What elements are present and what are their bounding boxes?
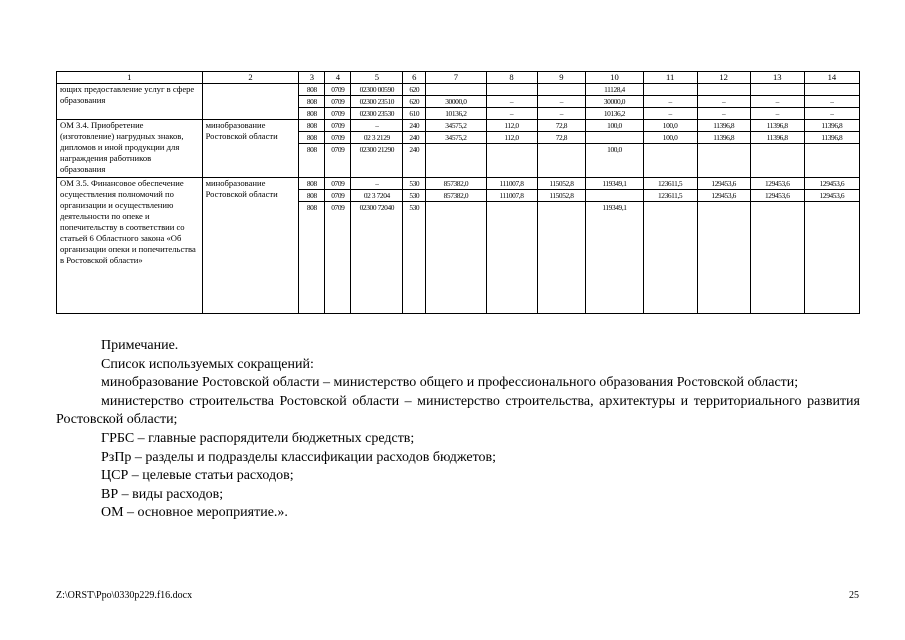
- col-header: 13: [750, 72, 804, 84]
- table-cell: 240: [403, 120, 426, 132]
- table-cell: [426, 84, 486, 96]
- col-header: 6: [403, 72, 426, 84]
- table-cell: 620: [403, 84, 426, 96]
- budget-table: [56, 71, 860, 314]
- table-cell: 11396,8: [697, 120, 750, 132]
- table-cell: 11396,8: [804, 120, 859, 132]
- table-row: [57, 84, 860, 96]
- table-cell: 129453,6: [804, 178, 859, 190]
- abbreviation-item: ЦСР – целевые статьи расходов;: [101, 468, 294, 484]
- table-cell: 530: [403, 202, 426, 314]
- table-cell: –: [697, 108, 750, 120]
- table-cell: 11396,8: [750, 120, 804, 132]
- table-cell: 808: [299, 144, 325, 178]
- col-header: 9: [537, 72, 586, 84]
- table-cell: 240: [403, 132, 426, 144]
- col-header: 10: [586, 72, 643, 84]
- abbreviation-item: ГРБС – главные распорядители бюджетных средств;: [101, 430, 415, 446]
- table-cell: [750, 202, 804, 314]
- table-cell: 808: [299, 202, 325, 314]
- table-cell: 530: [403, 190, 426, 202]
- table-cell: 530: [403, 178, 426, 190]
- table-cell: 111007,8: [486, 190, 537, 202]
- header-row: [57, 72, 860, 84]
- table-cell: [697, 144, 750, 178]
- table-cell: [643, 84, 697, 96]
- table-cell: 610: [403, 108, 426, 120]
- table-cell: 808: [299, 190, 325, 202]
- table-cell: [486, 202, 537, 314]
- table-cell: 129453,6: [697, 190, 750, 202]
- table-cell: [643, 202, 697, 314]
- table-cell: 34575,2: [426, 120, 486, 132]
- table-cell: 129453,6: [804, 190, 859, 202]
- table-cell: 808: [299, 178, 325, 190]
- table-cell: 0709: [325, 178, 351, 190]
- table-cell: 0709: [325, 132, 351, 144]
- table-cell: [586, 190, 643, 202]
- table-cell: 129453,6: [750, 190, 804, 202]
- table-cell: 0709: [325, 120, 351, 132]
- table-cell: 0709: [325, 190, 351, 202]
- abbreviation-item: РзПр – разделы и подразделы классификации расходов бюджетов;: [101, 449, 497, 465]
- table-cell: –: [750, 108, 804, 120]
- table-cell: –: [643, 96, 697, 108]
- table-cell: 808: [299, 84, 325, 96]
- measure-name-cell: ОМ 3.5. Финансовое обеспечение осуществления полномочий по организации и осуществлению деятельности по опеке и попечительству в соответствии со статьей 6 Областного закона «Об организации опеки и попечительства в Ростовской области»: [57, 178, 203, 314]
- table-cell: 115052,8: [537, 190, 586, 202]
- table-cell: [750, 84, 804, 96]
- table-cell: –: [351, 120, 403, 132]
- table-cell: [643, 144, 697, 178]
- table-cell: 30000,0: [586, 96, 643, 108]
- table-cell: 02 3 7204: [351, 190, 403, 202]
- table-cell: 115052,8: [537, 178, 586, 190]
- col-header: 14: [804, 72, 859, 84]
- abbreviation-item: ВР – виды расходов;: [101, 486, 224, 502]
- table-cell: 123611,5: [643, 178, 697, 190]
- table-cell: 0709: [325, 96, 351, 108]
- col-header: 5: [351, 72, 403, 84]
- table-cell: 808: [299, 96, 325, 108]
- table-cell: [750, 144, 804, 178]
- table-cell: 02 3 2129: [351, 132, 403, 144]
- file-path: Z:\ORST\Ppo\0330p229.f16.docx: [56, 590, 193, 601]
- table-cell: 02300 00590: [351, 84, 403, 96]
- table-cell: [804, 84, 859, 96]
- table-cell: 30000,0: [426, 96, 486, 108]
- table-cell: 857382,0: [426, 178, 486, 190]
- grbs-cell: минобразование Ростовской области: [202, 178, 299, 314]
- table-cell: 111007,8: [486, 178, 537, 190]
- col-header: 12: [697, 72, 750, 84]
- table-cell: –: [351, 178, 403, 190]
- table-cell: –: [537, 96, 586, 108]
- table-cell: 02300 23510: [351, 96, 403, 108]
- table-cell: 100,0: [643, 132, 697, 144]
- table-cell: –: [643, 108, 697, 120]
- table-cell: 129453,6: [750, 178, 804, 190]
- table-cell: 620: [403, 96, 426, 108]
- table-cell: –: [537, 108, 586, 120]
- table-cell: 0709: [325, 84, 351, 96]
- abbreviation-item: ОМ – основное мероприятие.».: [101, 505, 288, 521]
- table-cell: 123611,5: [643, 190, 697, 202]
- table-cell: 02300 72040: [351, 202, 403, 314]
- table-cell: [537, 144, 586, 178]
- table-cell: 34575,2: [426, 132, 486, 144]
- table-cell: –: [804, 108, 859, 120]
- table-cell: –: [697, 96, 750, 108]
- table-cell: 02300 23530: [351, 108, 403, 120]
- notes-section: [56, 337, 860, 523]
- table-cell: [697, 202, 750, 314]
- table-cell: 02300 21290: [351, 144, 403, 178]
- table-cell: 119349,1: [586, 202, 643, 314]
- table-cell: 0709: [325, 108, 351, 120]
- table-cell: [537, 202, 586, 314]
- table-cell: 11396,8: [697, 132, 750, 144]
- table-cell: [486, 144, 537, 178]
- table-cell: [486, 84, 537, 96]
- table-cell: 11396,8: [750, 132, 804, 144]
- table-cell: 72,8: [537, 132, 586, 144]
- table-cell: 112,0: [486, 120, 537, 132]
- table-cell: [697, 84, 750, 96]
- table-cell: 857382,0: [426, 190, 486, 202]
- table-cell: 808: [299, 108, 325, 120]
- measure-name-cell: ющих предоставление услуг в сфере образования: [57, 84, 203, 120]
- col-header: 4: [325, 72, 351, 84]
- col-header: 11: [643, 72, 697, 84]
- table-cell: 112,0: [486, 132, 537, 144]
- table-cell: 10136,2: [426, 108, 486, 120]
- table-cell: 129453,6: [697, 178, 750, 190]
- table-cell: 11396,8: [804, 132, 859, 144]
- table-cell: –: [804, 96, 859, 108]
- table-row: [57, 120, 860, 132]
- table-cell: –: [750, 96, 804, 108]
- table-cell: [804, 202, 859, 314]
- abbreviations-title: Список используемых сокращений:: [101, 356, 314, 372]
- table-cell: 240: [403, 144, 426, 178]
- table-cell: 100,0: [643, 120, 697, 132]
- grbs-cell: минобразование Ростовской области: [202, 120, 299, 178]
- notes-title: Примечание.: [101, 338, 179, 353]
- table-cell: 11128,4: [586, 84, 643, 96]
- table-cell: 10136,2: [586, 108, 643, 120]
- table-cell: 100,0: [586, 144, 643, 178]
- col-header: 3: [299, 72, 325, 84]
- table-cell: [537, 84, 586, 96]
- table-cell: –: [486, 108, 537, 120]
- table-cell: 72,8: [537, 120, 586, 132]
- col-header: 2: [202, 72, 299, 84]
- table-cell: 119349,1: [586, 178, 643, 190]
- table-cell: [426, 144, 486, 178]
- table-cell: 808: [299, 132, 325, 144]
- abbreviation-item: министерство строительства Ростовской области – министерство строительства, архитектуры и территориального развития Ростовской области;: [56, 393, 860, 428]
- col-header: 1: [57, 72, 203, 84]
- grbs-cell: [202, 84, 299, 120]
- abbreviation-item: минобразование Ростовской области – министерство общего и профессионального образования Ростовской области;: [101, 375, 799, 391]
- table-cell: 0709: [325, 202, 351, 314]
- table-row: [57, 178, 860, 190]
- table-cell: –: [486, 96, 537, 108]
- table-cell: [426, 202, 486, 314]
- table-cell: 0709: [325, 144, 351, 178]
- table-cell: 100,0: [586, 120, 643, 132]
- table-cell: [586, 132, 643, 144]
- col-header: 8: [486, 72, 537, 84]
- page-number: 25: [849, 590, 859, 601]
- table-cell: [804, 144, 859, 178]
- table-cell: 808: [299, 120, 325, 132]
- measure-name-cell: ОМ 3.4. Приобретение (изготовление) нагрудных знаков, дипломов и иной продукции для награждения работников образования: [57, 120, 203, 178]
- col-header: 7: [426, 72, 486, 84]
